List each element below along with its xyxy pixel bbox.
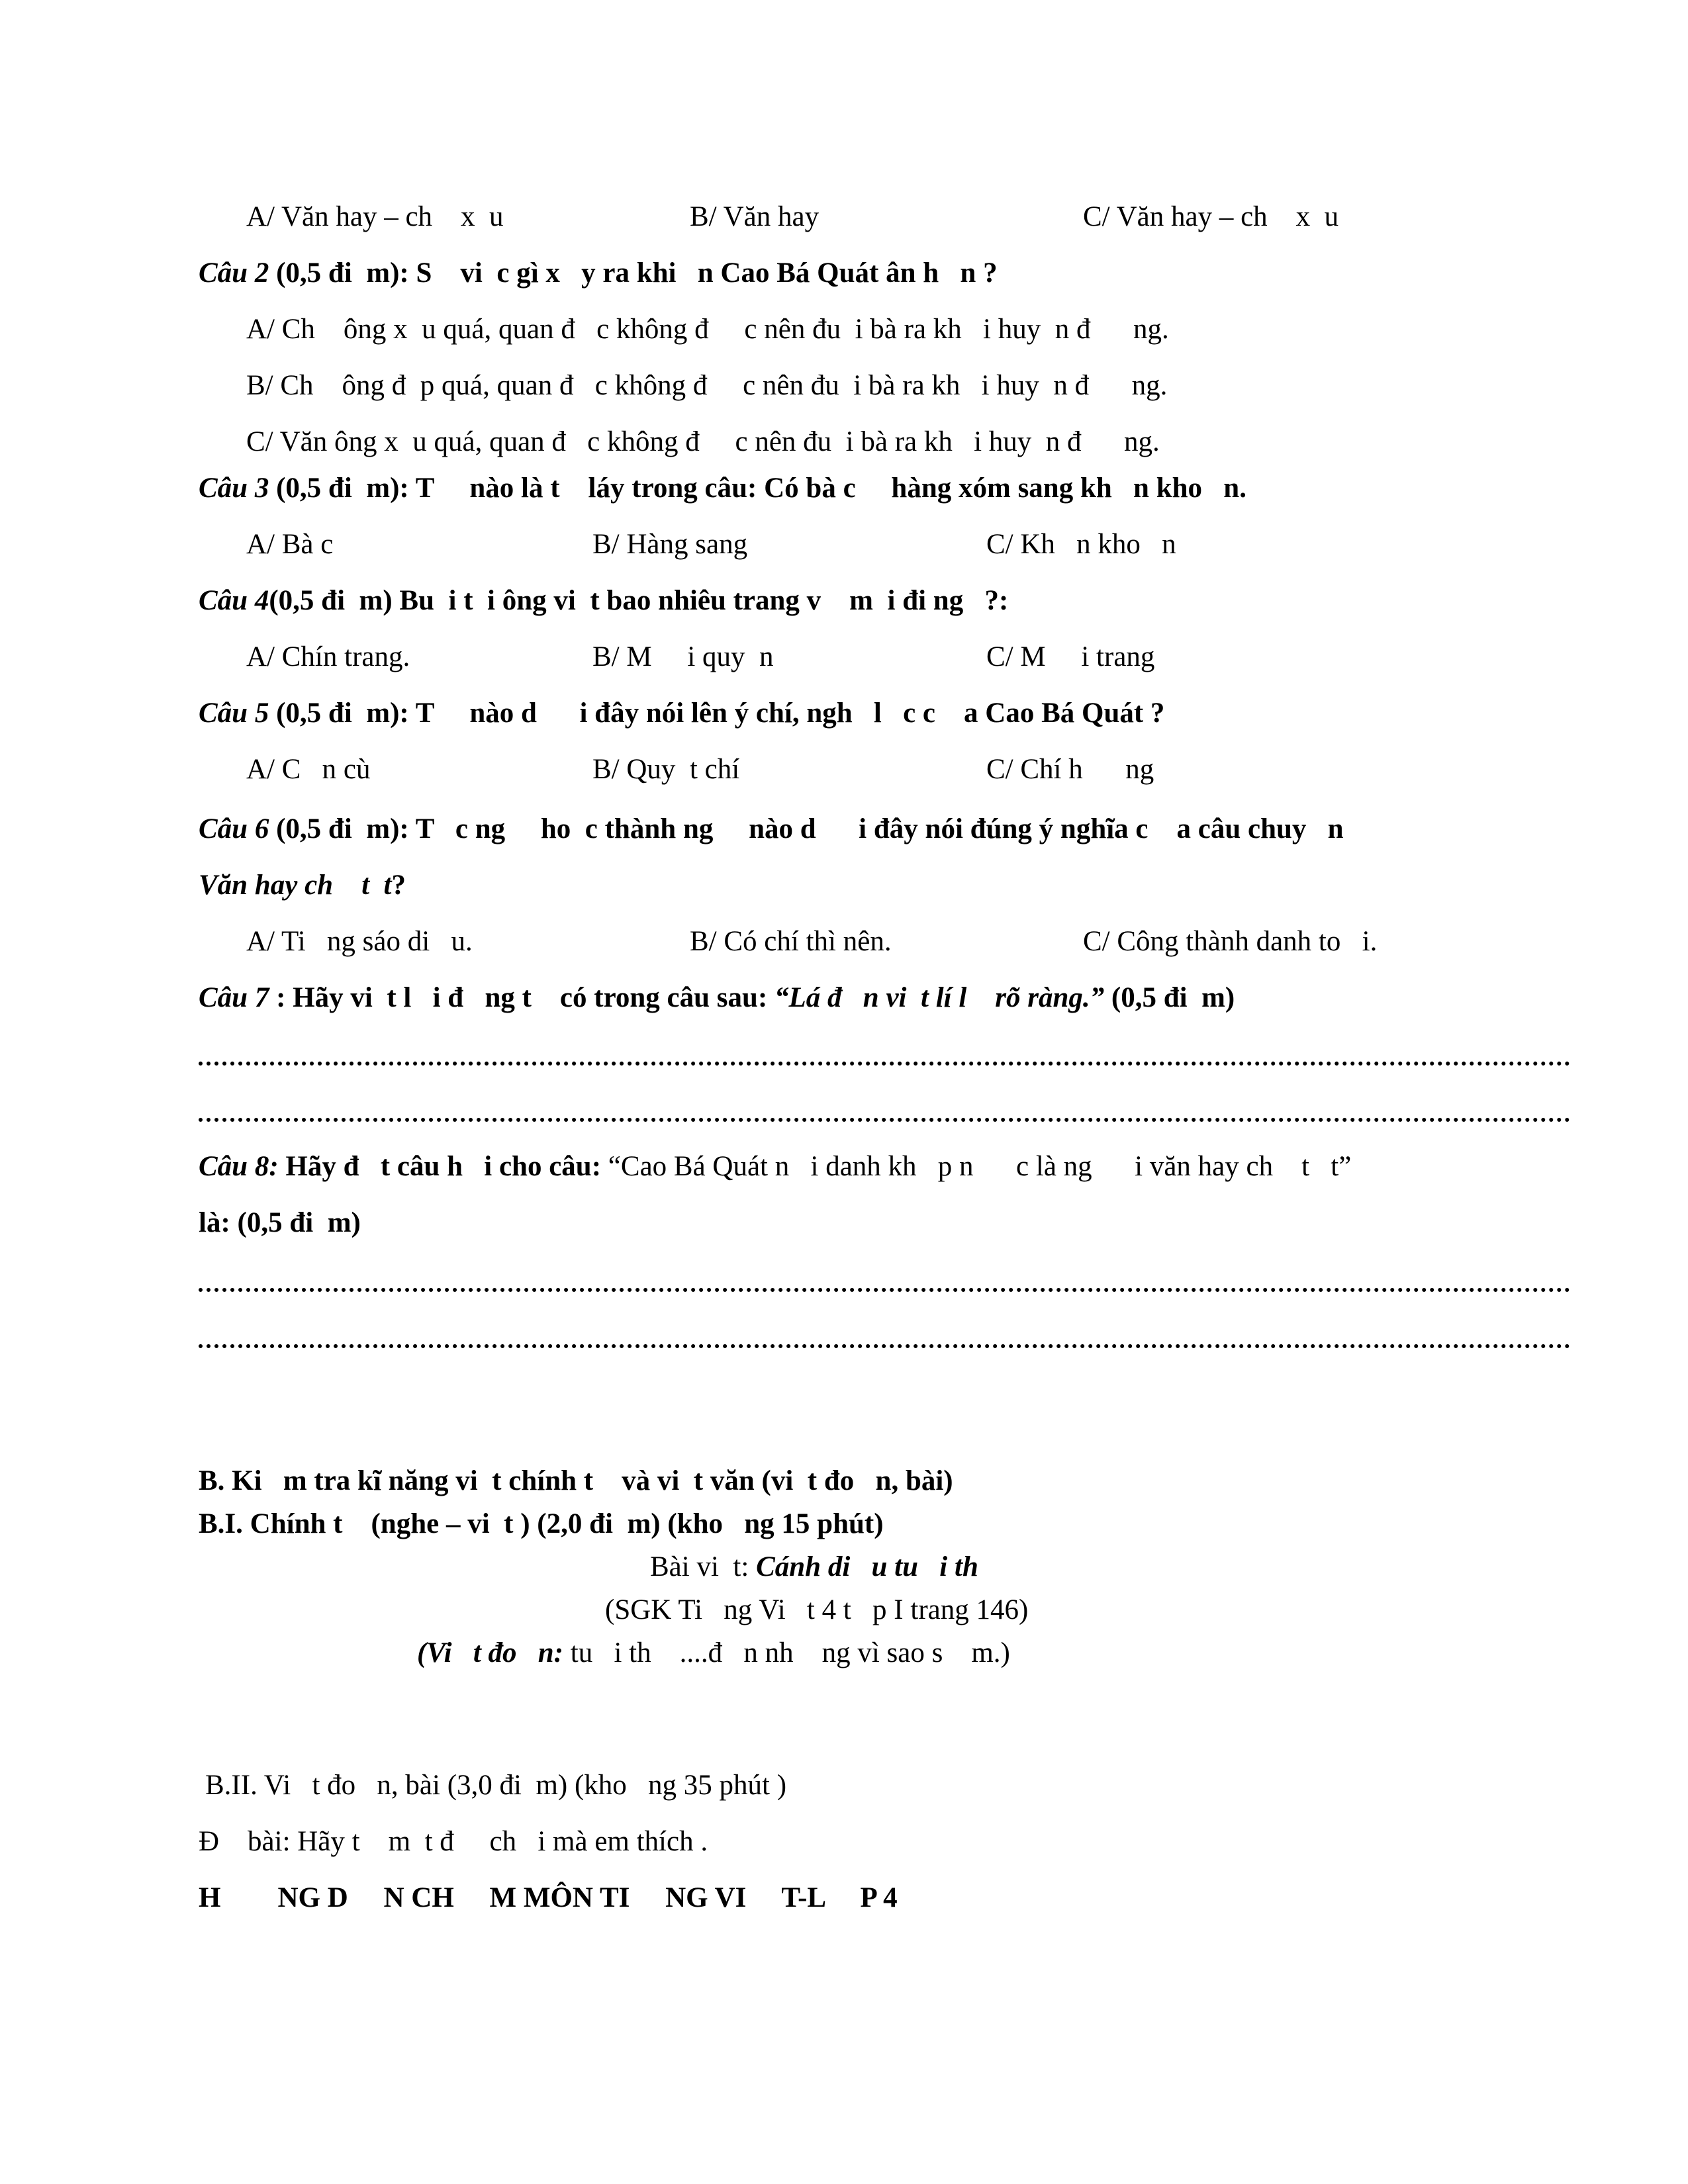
section-b-title: B. Ki m tra kĩ năng vi t chính t và vi t văn (vi t đo n, bài) <box>199 1465 953 1496</box>
question-3 <box>199 470 1246 507</box>
q5-option-a: A/ C n cù <box>246 754 371 785</box>
q6-option-c: C/ Công thành danh to i. <box>1083 926 1378 957</box>
question-7-quote: “Lá đ n vi t lí l rõ ràng.” <box>774 982 1105 1013</box>
q4-option-c: C/ M i trang <box>986 641 1155 672</box>
q2-option-c: C/ Văn ông x u quá, quan đ c không đ c nên đu i bà ra kh i huy n đ ng. <box>246 426 1160 457</box>
dictation-excerpt <box>417 1635 1010 1672</box>
section-b1-title: B.I. Chính t (nghe – vi t ) (2,0 đi m) (kho ng 15 phút) <box>199 1508 884 1539</box>
dictation-prefix: Bài vi t: <box>650 1551 757 1582</box>
q6-option-b: B/ Có chí thì nên. <box>690 926 892 957</box>
essay-prompt: Đ bài: Hãy t m t đ ch i mà em thích . <box>199 1826 708 1857</box>
q6-option-a: A/ Ti ng sáo di u. <box>246 926 473 957</box>
q4-option-a: A/ Chín trang. <box>246 641 410 672</box>
answer-line <box>199 1058 1570 1066</box>
question-2-text: (0,5 đi m): S vi c gì x y ra khi n Cao Bá Quát ân h n ? <box>269 257 998 289</box>
answer-line <box>199 1284 1570 1292</box>
question-4 <box>199 582 1008 619</box>
question-3-text: (0,5 đi m): T nào là t láy trong câu: Có bà c hàng xóm sang kh n kho n. <box>269 473 1246 504</box>
question-7-text: : Hãy vi t l i đ ng t có trong câu sau: <box>269 982 775 1013</box>
question-6-text: (0,5 đi m): T c ng ho c thành ng nào d i đây nói đúng ý nghĩa c a câu chuy n <box>269 813 1344 844</box>
q1-option-b: B/ Văn hay <box>690 201 820 232</box>
answer-line <box>199 1114 1570 1122</box>
question-6-mark: ? <box>391 870 406 901</box>
q5-option-c: C/ Chí h ng <box>986 754 1154 785</box>
q1-option-c: C/ Văn hay – ch x u <box>1083 201 1339 232</box>
question-7 <box>199 979 1235 1017</box>
question-3-label: Câu 3 <box>199 473 269 504</box>
q4-option-b: B/ M i quy n <box>592 641 774 672</box>
q1-option-a: A/ Văn hay – ch x u <box>246 201 504 232</box>
question-2 <box>199 255 998 292</box>
question-8-text: Hãy đ t câu h i cho câu: <box>278 1151 608 1182</box>
dictation-excerpt-label: (Vi t đo n: <box>417 1637 564 1668</box>
dictation-excerpt-text: tu i th ....đ n nh ng vì sao s m.) <box>563 1637 1010 1668</box>
dictation-name: Cánh di u tu i th <box>756 1551 978 1582</box>
question-5-text: (0,5 đi m): T nào d i đây nói lên ý chí, ngh l c c a Cao Bá Quát ? <box>269 698 1165 729</box>
q5-option-b: B/ Quy t chí <box>592 754 740 785</box>
dictation-source: (SGK Ti ng Vi t 4 t p I trang 146) <box>605 1594 1029 1625</box>
q3-option-b: B/ Hàng sang <box>592 529 748 560</box>
section-b2-title: B.II. Vi t đo n, bài (3,0 đi m) (kho ng 35 phút ) <box>205 1770 787 1801</box>
question-8 <box>199 1148 1351 1185</box>
question-6-story-title: Văn hay ch t t <box>199 870 392 901</box>
question-6-label: Câu 6 <box>199 813 269 844</box>
question-5-label: Câu 5 <box>199 698 269 729</box>
question-7-points: (0,5 đi m) <box>1104 982 1235 1013</box>
grading-guide-title: H NG D N CH M MÔN TI NG VI T-L P 4 <box>199 1882 898 1913</box>
q2-option-b: B/ Ch ông đ p quá, quan đ c không đ c nên đu i bà ra kh i huy n đ ng. <box>246 370 1168 401</box>
question-5 <box>199 695 1164 732</box>
question-6-line2 <box>199 867 406 904</box>
question-7-label: Câu 7 <box>199 982 269 1013</box>
answer-line <box>199 1340 1570 1348</box>
q3-option-a: A/ Bà c <box>246 529 334 560</box>
question-4-text: (0,5 đi m) Bu i t i ông vi t bao nhiêu trang v m i đi ng ?: <box>269 585 1009 616</box>
question-2-label: Câu 2 <box>199 257 269 289</box>
question-8-label: Câu 8: <box>199 1151 279 1182</box>
dictation-title <box>650 1549 978 1586</box>
question-8-quote: “Cao Bá Quát n i danh kh p n c là ng i văn hay ch t t” <box>608 1151 1352 1182</box>
question-8-line2: là: (0,5 đi m) <box>199 1207 361 1238</box>
question-6 <box>199 811 1344 848</box>
q3-option-c: C/ Kh n kho n <box>986 529 1176 560</box>
q2-option-a: A/ Ch ông x u quá, quan đ c không đ c nên đu i bà ra kh i huy n đ ng. <box>246 314 1169 345</box>
question-4-label: Câu 4 <box>199 585 269 616</box>
